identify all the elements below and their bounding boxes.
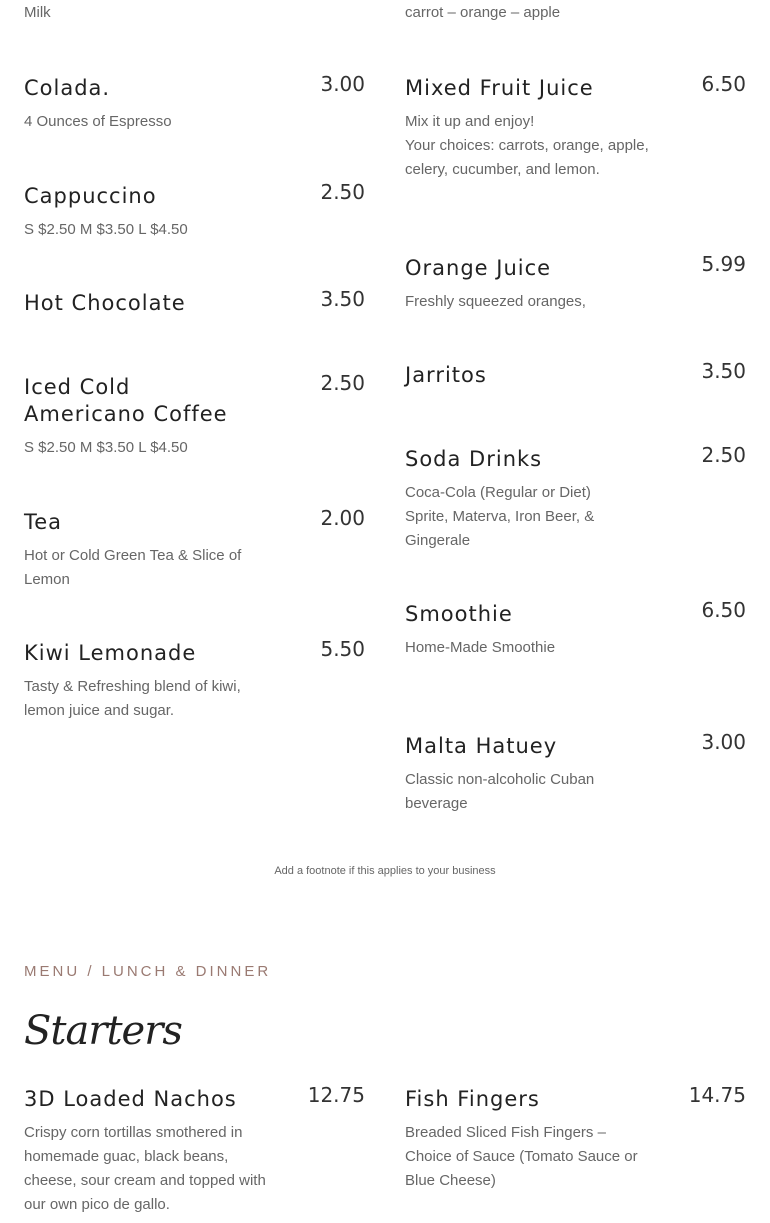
menu-item-tea xyxy=(24,506,365,592)
menu-item-name: Jarritos xyxy=(405,363,487,387)
section-label: MENU / LUNCH & DINNER xyxy=(24,963,272,980)
menu-item-fish-fingers xyxy=(405,1083,746,1193)
menu-item-price: 3.00 xyxy=(320,72,365,96)
menu-item-description: S $2.50 M $3.50 L $4.50 xyxy=(24,439,188,456)
menu-item-price: 2.50 xyxy=(320,371,365,395)
menu-item-name: Hot Chocolate xyxy=(24,291,186,315)
menu-item-name: Iced Cold Americano Coffee xyxy=(24,375,228,426)
menu-item-price: 3.50 xyxy=(701,359,746,383)
section-title: Starters xyxy=(24,1008,182,1054)
menu-item-jarritos xyxy=(405,359,746,389)
menu-item-description: Crispy corn tortillas smothered in homemade guac, black beans, cheese, sour cream and topped with our own pico de gallo. xyxy=(24,1124,266,1213)
menu-item-loaded-nachos xyxy=(24,1083,365,1217)
menu-item-description: Home-Made Smoothie xyxy=(405,639,556,656)
menu-item-name: Fish Fingers xyxy=(405,1087,540,1111)
menu-item-description: carrot – orange – apple xyxy=(405,4,561,21)
menu-item-cappuccino xyxy=(24,180,365,242)
menu-item-malta-hatuey xyxy=(405,730,746,816)
menu-item-name: Malta Hatuey xyxy=(405,734,558,758)
menu-item-price: 2.00 xyxy=(320,506,365,530)
menu-item-description: Breaded Sliced Fish Fingers – Choice of Sauce (Tomato Sauce or Blue Cheese) xyxy=(405,1124,638,1189)
menu-item-description: Milk xyxy=(24,4,51,21)
menu-item-price: 2.50 xyxy=(320,180,365,204)
menu-item-kiwi-lemonade xyxy=(24,637,365,723)
menu-item-description: Mix it up and enjoy! Your choices: carrots, orange, apple, celery, cucumber, and lemon. xyxy=(405,113,649,178)
menu-item-description: Freshly squeezed oranges, xyxy=(405,293,586,310)
menu-item-name: Orange Juice xyxy=(405,256,552,280)
menu-item-price: 2.50 xyxy=(701,443,746,467)
menu-item-colada xyxy=(24,72,365,134)
menu-item-description: Hot or Cold Green Tea & Slice of Lemon xyxy=(24,547,242,588)
menu-item-description: 4 Ounces of Espresso xyxy=(24,113,172,130)
menu-item-name: 3D Loaded Nachos xyxy=(24,1087,237,1111)
menu-item-name: Soda Drinks xyxy=(405,447,543,471)
menu-item-price: 3.50 xyxy=(320,287,365,311)
menu-item-description: Coca-Cola (Regular or Diet) Sprite, Materva, Iron Beer, & Gingerale xyxy=(405,484,595,549)
menu-item-name: Tea xyxy=(24,510,63,534)
menu-item-price: 12.75 xyxy=(307,1083,365,1107)
menu-item-description: Classic non-alcoholic Cuban beverage xyxy=(405,771,595,812)
menu-item-name: Smoothie xyxy=(405,602,513,626)
menu-item-name: Cappuccino xyxy=(24,184,157,208)
menu-item-mixed-fruit-juice xyxy=(405,72,746,182)
menu-item-price: 3.00 xyxy=(701,730,746,754)
menu-item-iced-americano xyxy=(24,371,365,460)
menu-item-soda-drinks xyxy=(405,443,746,553)
menu-item-price: 5.99 xyxy=(701,252,746,276)
menu-item-hot-chocolate xyxy=(24,287,365,317)
footnote: Add a footnote if this applies to your business xyxy=(274,865,496,877)
menu-item-name: Kiwi Lemonade xyxy=(24,641,197,665)
menu-item-description: Tasty & Refreshing blend of kiwi, lemon juice and sugar. xyxy=(24,678,241,719)
menu-item-price: 5.50 xyxy=(320,637,365,661)
menu-item-orange-juice xyxy=(405,252,746,314)
menu-item-name: Colada. xyxy=(24,76,111,100)
menu-item-price: 14.75 xyxy=(688,1083,746,1107)
menu-item-description: S $2.50 M $3.50 L $4.50 xyxy=(24,221,188,238)
menu-item-smoothie xyxy=(405,598,746,660)
menu-item-name: Mixed Fruit Juice xyxy=(405,76,594,100)
menu-item-price: 6.50 xyxy=(701,72,746,96)
menu-item-price: 6.50 xyxy=(701,598,746,622)
